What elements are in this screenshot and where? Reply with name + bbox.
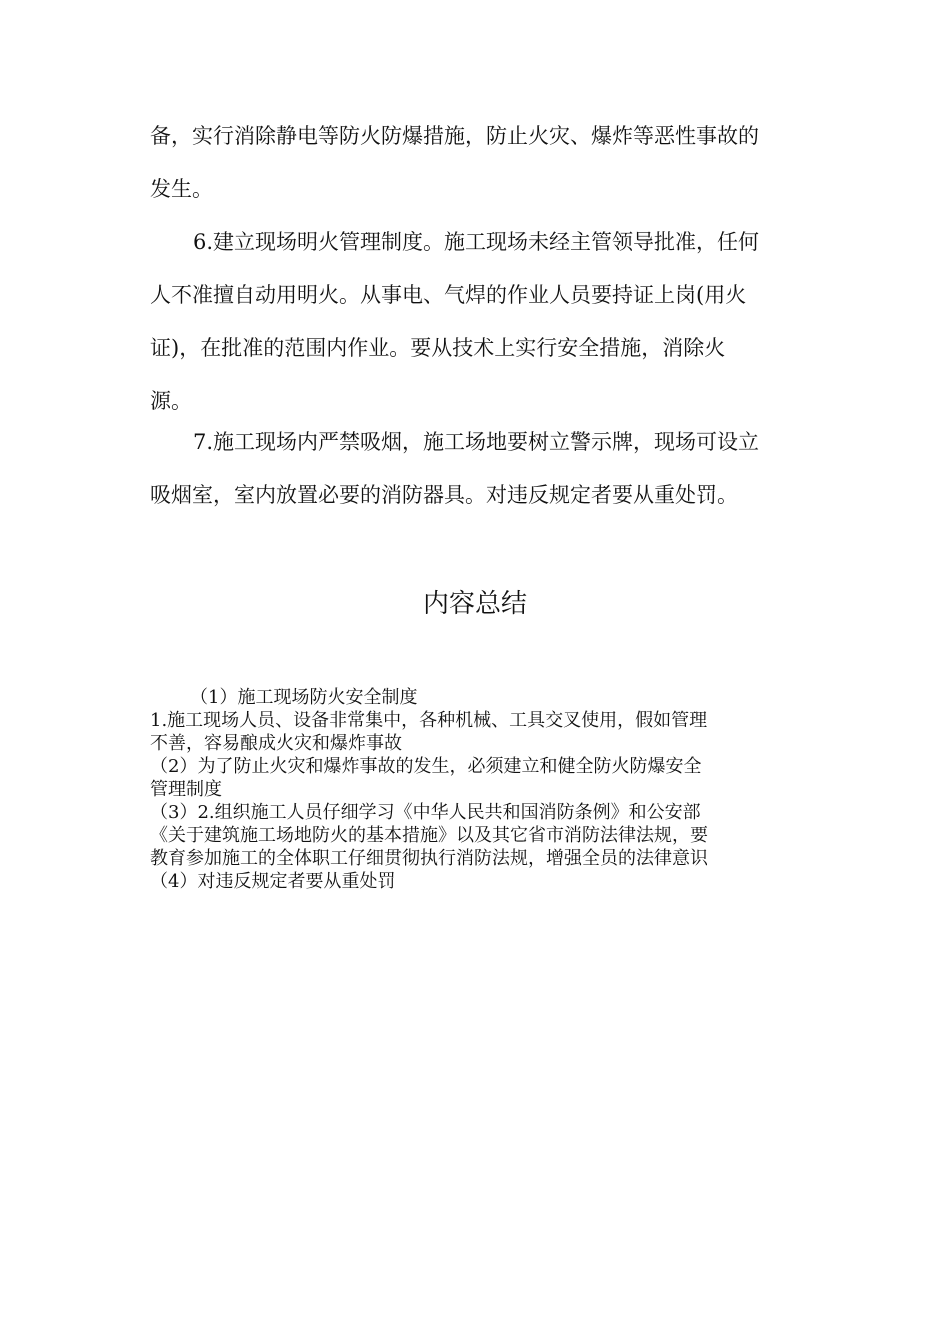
summary-title: 内容总结 xyxy=(422,589,527,619)
summary-line: 教育参加施工的全体职工仔细贯彻执行消防法规，增强全员的法律意识 xyxy=(150,848,708,869)
text-line: 备，实行消除静电等防火防爆措施，防止火灾、爆炸等恶性事故的 xyxy=(150,124,759,148)
text-line: 吸烟室，室内放置必要的消防器具。对违反规定者要从重处罚。 xyxy=(150,483,738,507)
paragraph-7 xyxy=(150,416,800,522)
summary-line: （4）对违反规定者要从重处罚 xyxy=(150,871,396,892)
summary-block xyxy=(150,686,810,893)
summary-line: 管理制度 xyxy=(150,779,222,800)
summary-line: 《关于建筑施工场地防火的基本措施》以及其它省市消防法律法规，要 xyxy=(150,825,708,846)
text-line: 证)，在批准的范围内作业。要从技术上实行安全措施，消除火 xyxy=(150,336,726,360)
paragraph-continuation xyxy=(150,110,800,216)
text-line: 6.建立现场明火管理制度。施工现场未经主管领导批准，任何 xyxy=(193,230,760,254)
summary-line: 1.施工现场人员、设备非常集中，各种机械、工具交叉使用，假如管理 xyxy=(150,710,708,731)
summary-line: （1）施工现场防火安全制度 xyxy=(190,687,418,708)
summary-line: （2）为了防止火灾和爆炸事故的发生，必须建立和健全防火防爆安全 xyxy=(150,756,702,777)
summary-line: 不善，容易酿成火灾和爆炸事故 xyxy=(150,733,402,754)
text-line: 7.施工现场内严禁吸烟，施工场地要树立警示牌，现场可设立 xyxy=(193,430,760,454)
summary-line: （3）2.组织施工人员仔细学习《中华人民共和国消防条例》和公安部 xyxy=(150,802,701,823)
text-line: 源。 xyxy=(150,389,192,413)
text-line: 发生。 xyxy=(150,177,213,201)
paragraph-6 xyxy=(150,216,800,428)
text-line: 人不准擅自动用明火。从事电、气焊的作业人员要持证上岗(用火 xyxy=(150,283,747,307)
